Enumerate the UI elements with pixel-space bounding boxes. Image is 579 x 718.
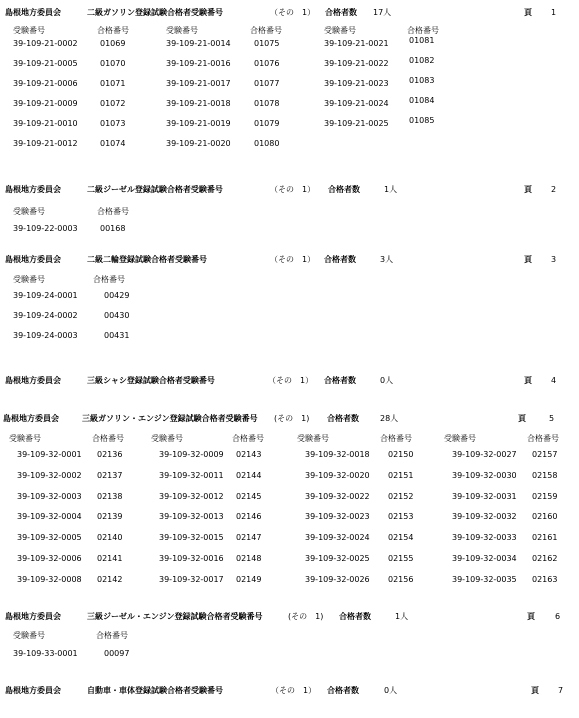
org-name: 島根地方委員会 — [5, 8, 61, 17]
section-header-4 — [0, 377, 579, 389]
exam-number: 39-109-32-0017 — [159, 574, 224, 584]
pass-number: 01076 — [254, 59, 280, 68]
section-header-6 — [0, 613, 579, 625]
pass-number: 02157 — [532, 450, 558, 459]
pass-number: 02141 — [97, 554, 123, 563]
exam-number: 39-109-32-0024 — [305, 533, 370, 543]
col-exam-number-label: 受験番号 — [324, 26, 356, 35]
exam-number: 39-109-21-0005 — [13, 59, 78, 68]
pass-number: 01082 — [409, 56, 435, 65]
section-part: (その 1) — [288, 612, 324, 621]
exam-number: 39-109-32-0022 — [305, 491, 370, 501]
pass-number: 02152 — [388, 491, 414, 501]
page-label: 頁 — [518, 414, 526, 423]
col-pass-number-label: 合格番号 — [380, 434, 412, 443]
org-name: 島根地方委員会 — [5, 255, 61, 264]
section-part: （その 1） — [270, 8, 316, 17]
col-pass-number-label: 合格番号 — [92, 434, 124, 443]
pass-number: 01071 — [100, 79, 126, 88]
exam-number: 39-109-32-0002 — [17, 470, 82, 480]
page-label: 頁 — [524, 8, 532, 17]
pass-count: 28人 — [380, 414, 399, 423]
page-number: 5 — [549, 414, 555, 423]
col-exam-number-label: 受験番号 — [297, 434, 329, 443]
section-title: 三級ガソリン・エンジン登録試験合格者受験番号 — [82, 414, 258, 423]
pass-number: 02137 — [97, 470, 123, 480]
col-exam-number-label: 受験番号 — [151, 434, 183, 443]
page-number: 1 — [551, 8, 557, 17]
exam-number: 39-109-21-0016 — [166, 59, 231, 68]
count-label: 合格者数 — [327, 414, 359, 423]
pass-number: 02138 — [97, 491, 123, 501]
col-pass-number-label: 合格番号 — [93, 275, 125, 284]
pass-number: 01081 — [409, 36, 435, 45]
exam-number: 39-109-32-0035 — [452, 574, 517, 584]
count-label: 合格者数 — [328, 185, 360, 194]
pass-count: 17人 — [373, 8, 392, 17]
col-exam-number-label: 受験番号 — [13, 275, 45, 284]
pass-number: 02160 — [532, 512, 558, 522]
exam-number: 39-109-32-0020 — [305, 470, 370, 480]
pass-number: 02155 — [388, 554, 414, 563]
section-header-3 — [0, 256, 579, 268]
page-label: 頁 — [524, 185, 532, 194]
org-name: 島根地方委員会 — [5, 376, 61, 385]
pass-count: 0人 — [384, 686, 398, 695]
section-title: 三級ジーゼル・エンジン登録試験合格者受験番号 — [87, 612, 263, 621]
exam-number: 39-109-21-0010 — [13, 119, 78, 128]
pass-number: 01072 — [100, 99, 126, 108]
pass-number: 01069 — [100, 39, 126, 48]
exam-number: 39-109-21-0006 — [13, 79, 78, 88]
section-part: （その 1） — [268, 376, 314, 385]
exam-number: 39-109-32-0016 — [159, 554, 224, 563]
exam-number: 39-109-32-0001 — [17, 450, 82, 459]
org-name: 島根地方委員会 — [5, 185, 61, 194]
page-number: 4 — [551, 376, 557, 385]
exam-number: 39-109-32-0023 — [305, 512, 370, 522]
page-number: 6 — [555, 612, 561, 621]
pass-number: 00431 — [104, 331, 130, 340]
pass-number: 01084 — [409, 96, 435, 105]
org-name: 島根地方委員会 — [5, 612, 61, 621]
col-pass-number-label: 合格番号 — [232, 434, 264, 443]
pass-number: 02143 — [236, 450, 262, 459]
col-exam-number-label: 受験番号 — [13, 207, 45, 216]
col-exam-number-label: 受験番号 — [444, 434, 476, 443]
pass-number: 01077 — [254, 79, 280, 88]
exam-number: 39-109-21-0025 — [324, 119, 389, 128]
pass-number: 02150 — [388, 450, 414, 459]
pass-count: 1人 — [395, 612, 409, 621]
pass-number: 01070 — [100, 59, 126, 68]
pass-number: 01078 — [254, 99, 280, 108]
pass-number: 01085 — [409, 116, 435, 125]
exam-number: 39-109-21-0022 — [324, 59, 389, 68]
exam-number: 39-109-32-0006 — [17, 554, 82, 563]
pass-number: 02158 — [532, 470, 558, 480]
section-title: 二級ジーゼル登録試験合格者受験番号 — [87, 185, 223, 194]
section-part: （その 1） — [270, 255, 316, 264]
pass-number: 02159 — [532, 491, 558, 501]
exam-number: 39-109-32-0012 — [159, 491, 224, 501]
exam-number: 39-109-32-0027 — [452, 450, 517, 459]
pass-number: 02154 — [388, 533, 414, 543]
page-number: 7 — [558, 686, 564, 695]
exam-number: 39-109-24-0002 — [13, 311, 78, 320]
page-label: 頁 — [531, 686, 539, 695]
col-exam-number-label: 受験番号 — [166, 26, 198, 35]
exam-number: 39-109-32-0009 — [159, 450, 224, 459]
pass-number: 02147 — [236, 533, 262, 543]
col-exam-number-label: 受験番号 — [13, 26, 45, 35]
pass-number: 02145 — [236, 491, 262, 501]
org-name: 島根地方委員会 — [3, 414, 59, 423]
exam-number: 39-109-21-0018 — [166, 99, 231, 108]
exam-number: 39-109-21-0021 — [324, 39, 389, 48]
col-exam-number-label: 受験番号 — [13, 631, 45, 640]
pass-number: 02148 — [236, 554, 262, 563]
exam-number: 39-109-21-0024 — [324, 99, 389, 108]
exam-number: 39-109-32-0033 — [452, 533, 517, 543]
section-part: （その 1） — [270, 185, 316, 194]
org-name: 島根地方委員会 — [5, 686, 61, 695]
pass-number: 00168 — [100, 224, 126, 233]
pass-number: 00429 — [104, 291, 130, 300]
exam-number: 39-109-22-0003 — [13, 224, 78, 233]
exam-number: 39-109-21-0020 — [166, 139, 231, 148]
exam-number: 39-109-32-0011 — [159, 470, 224, 480]
pass-number: 02151 — [388, 470, 414, 480]
section-title: 三級シャシ登録試験合格者受験番号 — [87, 376, 215, 385]
section-part: （その 1） — [271, 686, 317, 695]
pass-number: 02162 — [532, 554, 558, 563]
pass-number: 01073 — [100, 119, 126, 128]
pass-number: 00097 — [104, 649, 130, 658]
exam-number: 39-109-21-0002 — [13, 39, 78, 48]
exam-number: 39-109-21-0012 — [13, 139, 78, 148]
pass-number: 01079 — [254, 119, 280, 128]
pass-number: 02156 — [388, 574, 414, 584]
exam-number: 39-109-32-0003 — [17, 491, 82, 501]
section-header-1 — [0, 9, 579, 21]
pass-count: 3人 — [380, 255, 394, 264]
exam-number: 39-109-32-0008 — [17, 574, 82, 584]
exam-number: 39-109-32-0032 — [452, 512, 517, 522]
exam-number: 39-109-21-0023 — [324, 79, 389, 88]
col-pass-number-label: 合格番号 — [527, 434, 559, 443]
pass-number: 01080 — [254, 139, 280, 148]
count-label: 合格者数 — [327, 686, 359, 695]
section-header-2 — [0, 186, 579, 198]
exam-number: 39-109-32-0015 — [159, 533, 224, 543]
page-number: 2 — [551, 185, 557, 194]
col-pass-number-label: 合格番号 — [407, 26, 439, 35]
pass-number: 02140 — [97, 533, 123, 543]
pass-number: 02139 — [97, 512, 123, 522]
pass-count: 0人 — [380, 376, 394, 385]
count-label: 合格者数 — [324, 255, 356, 264]
pass-number: 02153 — [388, 512, 414, 522]
pass-number: 02149 — [236, 574, 262, 584]
exam-number: 39-109-32-0018 — [305, 450, 370, 459]
pass-number: 00430 — [104, 311, 130, 320]
section-part: (その 1) — [274, 414, 310, 423]
exam-number: 39-109-32-0030 — [452, 470, 517, 480]
exam-number: 39-109-32-0005 — [17, 533, 82, 543]
pass-number: 02146 — [236, 512, 262, 522]
pass-number: 02136 — [97, 450, 123, 459]
count-label: 合格者数 — [324, 376, 356, 385]
section-header-5 — [0, 415, 579, 427]
pass-number: 01083 — [409, 76, 435, 85]
col-pass-number-label: 合格番号 — [97, 207, 129, 216]
count-label: 合格者数 — [339, 612, 371, 621]
pass-number: 02161 — [532, 533, 558, 543]
page-label: 頁 — [524, 255, 532, 264]
page-label: 頁 — [524, 376, 532, 385]
pass-number: 01074 — [100, 139, 126, 148]
section-header-7 — [0, 687, 579, 699]
exam-number: 39-109-32-0034 — [452, 554, 517, 563]
exam-number: 39-109-32-0031 — [452, 491, 517, 501]
page-label: 頁 — [527, 612, 535, 621]
col-exam-number-label: 受験番号 — [9, 434, 41, 443]
pass-number: 02144 — [236, 470, 262, 480]
col-pass-number-label: 合格番号 — [96, 631, 128, 640]
section-title: 二級二輪登録試験合格者受験番号 — [87, 255, 207, 264]
exam-number: 39-109-32-0013 — [159, 512, 224, 522]
exam-number: 39-109-21-0019 — [166, 119, 231, 128]
exam-number: 39-109-32-0026 — [305, 574, 370, 584]
exam-number: 39-109-21-0009 — [13, 99, 78, 108]
exam-number: 39-109-32-0025 — [305, 554, 370, 563]
exam-number: 39-109-33-0001 — [13, 649, 78, 658]
pass-number: 02142 — [97, 574, 123, 584]
section-title: 二級ガソリン登録試験合格者受験番号 — [87, 8, 223, 17]
exam-number: 39-109-24-0003 — [13, 331, 78, 340]
exam-number: 39-109-32-0004 — [17, 512, 82, 522]
pass-count: 1人 — [384, 185, 398, 194]
exam-number: 39-109-21-0017 — [166, 79, 231, 88]
col-pass-number-label: 合格番号 — [250, 26, 282, 35]
page-number: 3 — [551, 255, 557, 264]
col-pass-number-label: 合格番号 — [97, 26, 129, 35]
pass-number: 01075 — [254, 39, 280, 48]
section-title: 自動車・車体登録試験合格者受験番号 — [87, 686, 223, 695]
pass-number: 02163 — [532, 574, 558, 584]
count-label: 合格者数 — [325, 8, 357, 17]
exam-number: 39-109-24-0001 — [13, 291, 78, 300]
exam-number: 39-109-21-0014 — [166, 39, 231, 48]
